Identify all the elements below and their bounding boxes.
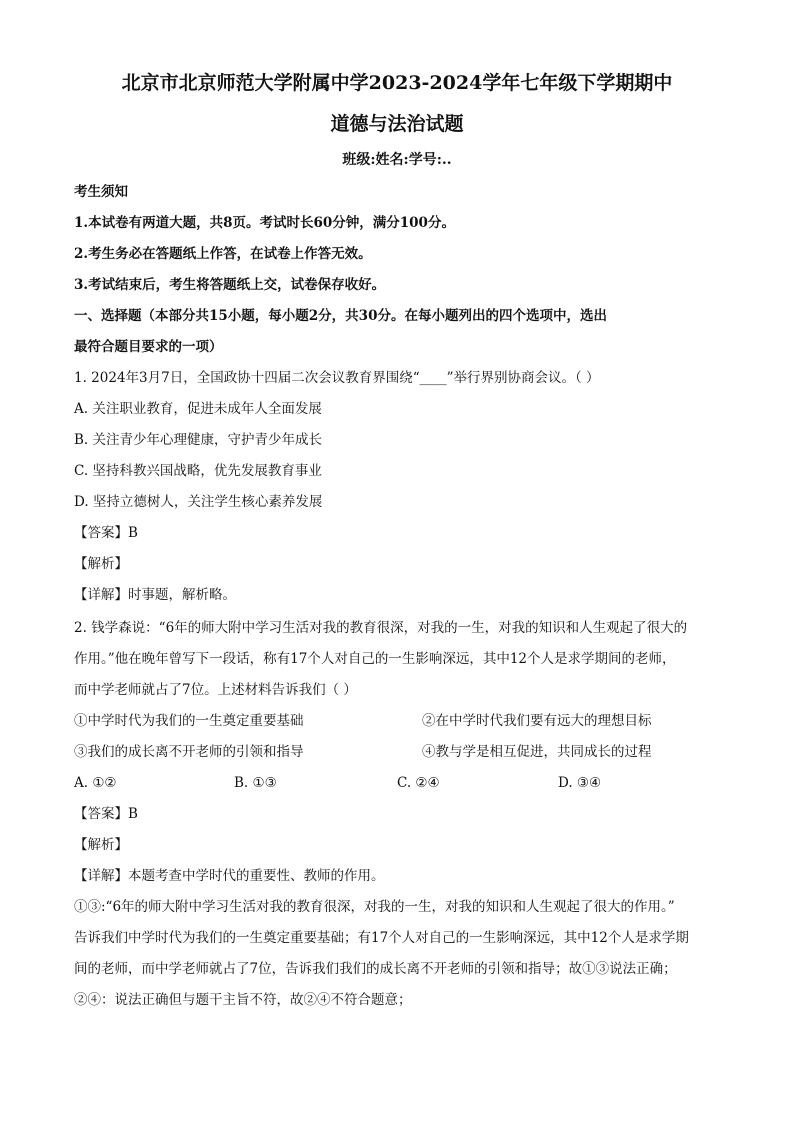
- q2-choice-b: B. ①③: [234, 775, 277, 791]
- q2-stem-line: 而中学老师就占了7位。上述材料告诉我们（ ）: [74, 682, 357, 698]
- q2-stem-line: 作用。”他在晚年曾写下一段话，称有17个人对自己的一生影响深远，其中12个人是求学期间的老师，: [74, 651, 676, 667]
- q1-answer: 【答案】B: [74, 525, 138, 541]
- q2-choice-a: A. ①②: [74, 775, 117, 791]
- q2-analysis: 【解析】: [74, 837, 128, 853]
- q2-statement: ③我们的成长离不开老师的引领和指导: [74, 744, 304, 760]
- q1-option-b: B. 关注青少年心理健康，守护青少年成长: [74, 432, 323, 448]
- q1-analysis: 【解析】: [74, 556, 128, 572]
- section1-heading: 一、选择题（本部分共15小题，每小题2分，共30分。在每小题列出的四个选项中，选出: [74, 308, 607, 324]
- q2-statement: ①中学时代为我们的一生奠定重要基础: [74, 713, 304, 729]
- notice-item: 2.考生务必在答题纸上作答，在试卷上作答无效。: [74, 246, 372, 262]
- q2-statement: ④教与学是相互促进，共同成长的过程: [422, 744, 652, 760]
- q2-detail: 【详解】本题考查中学时代的重要性、教师的作用。: [74, 868, 385, 884]
- q2-statements-row1: [74, 711, 724, 731]
- q2-statements-row2: [74, 742, 724, 762]
- q2-statement: ②在中学时代我们要有远大的理想目标: [422, 713, 652, 729]
- q2-explain-line: ①③:“6年的师大附中学习生活对我的教育很深，对我的一生，对我的知识和人生观起了很大的作用。”: [74, 899, 675, 915]
- notice-item: 1.本试卷有两道大题，共8页。考试时长60分钟，满分100分。: [74, 215, 455, 231]
- q1-stem: 1. 2024年3月7日，全国政协十四届二次会议教育界围绕“____”举行界别协商会议。（ ）: [74, 370, 600, 386]
- q1-option-a: A. 关注职业教育，促进未成年人全面发展: [74, 401, 322, 417]
- q1-option-c: C. 坚持科教兴国战略，优先发展教育事业: [74, 463, 322, 479]
- notice-item: 3.考试结束后，考生将答题纸上交，试卷保存收好。: [74, 277, 386, 293]
- q1-option-d: D. 坚持立德树人，关注学生核心素养发展: [74, 494, 323, 510]
- q2-stem-line: 2. 钱学森说：“6年的师大附中学习生活对我的教育很深，对我的一生，对我的知识和人生观起了很大的: [74, 620, 688, 636]
- q2-explain-line: 间的老师，而中学老师就占了7位，告诉我们我们的成长离不开老师的引领和指导；故①③说法正确；: [74, 961, 677, 977]
- q2-answer: 【答案】B: [74, 806, 138, 822]
- q2-explain-line: 告诉我们中学时代为我们的一生奠定重要基础；有17个人对自己的一生影响深远，其中12个人是求学期: [74, 930, 689, 946]
- q2-choice-d: D. ③④: [558, 775, 602, 791]
- q1-detail: 【详解】时事题，解析略。: [74, 587, 236, 603]
- page-title-line1: 北京市北京师范大学附属中学2023-2024学年七年级下学期期中: [121, 72, 673, 94]
- q2-choice-c: C. ②④: [397, 775, 440, 791]
- page-title-line2: 道德与法治试题: [330, 113, 464, 135]
- q2-explain-line: ②④：说法正确但与题干主旨不符，故②④不符合题意；: [74, 992, 412, 1008]
- student-info: 班级:姓名:学号:..: [342, 152, 452, 168]
- notice-heading: 考生须知: [74, 184, 128, 200]
- section1-heading-cont: 最符合题目要求的一项）: [74, 339, 223, 355]
